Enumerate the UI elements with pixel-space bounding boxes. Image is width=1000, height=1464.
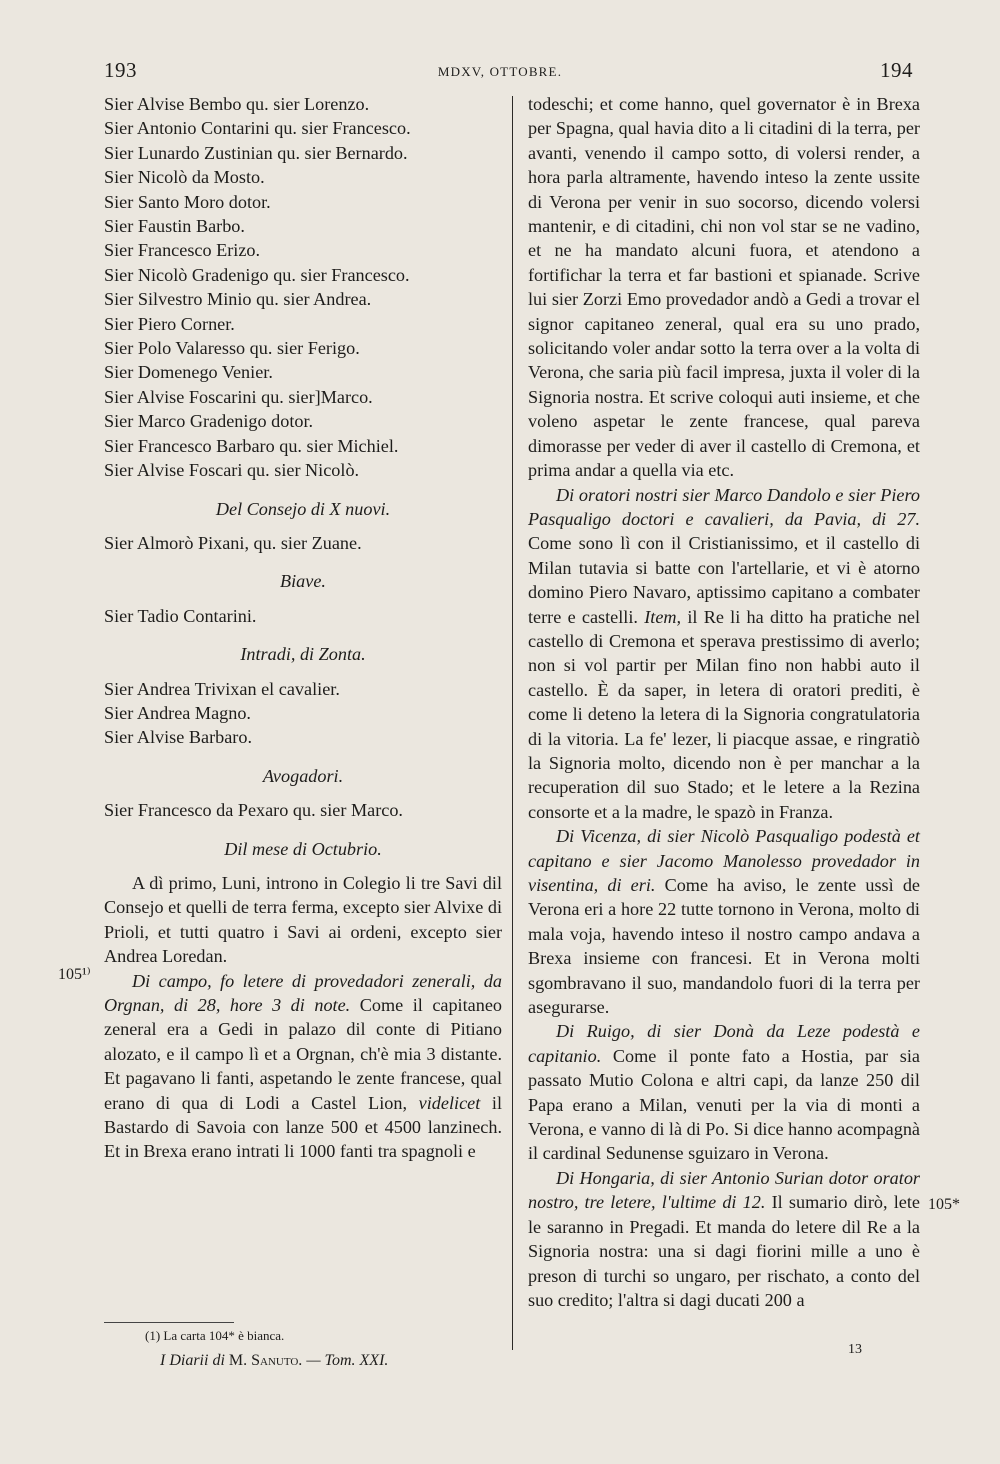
paragraph: Di Hongaria, di sier Antonio Surian dotor orator nostro, tre letere, l'ultime di 12. Il sumario dirò, lete le saranno in Pregadi. Et manda do letere dil Re a la Signoria nostra: una si dagi fiorini mille a uno è preson di turchi so ungaro, per rischato, a conto del suo credito; l'altra si dagi ducati 200 a: [528, 1167, 920, 1310]
column-divider: [512, 96, 513, 1350]
list-item: Sier Tadio Contarini.: [104, 605, 257, 626]
name-list: [104, 92, 502, 483]
list-item: Sier Santo Moro dotor.: [104, 191, 271, 212]
list-item: Sier Francesco Barbaro qu. sier Michiel.: [104, 435, 399, 456]
italic-lead: Di oratori nostri sier Marco Dandolo e sier Piero Pasqualigo doctori e cavalieri, da Pavia, di 27.: [528, 484, 920, 529]
margin-note: 105*: [928, 1196, 960, 1213]
paragraph: Di oratori nostri sier Marco Dandolo e sier Piero Pasqualigo doctori e cavalieri, da Pavia, di 27. Come sono lì con il Cristianissimo, et il castello di Milan tutavia si batte con l'artellarie, et vi è atorno domino Piero Navaro, aptissimo capitano a combater terre e castelli. Item, il Re li ha ditto ha pratiche nel castello di Cremona et sperava prestissimo di averlo; non si vol partir per Milan fino non habbi auto il castello. È da saper, in letera di oratori prediti, è come li deteno la letera di la Signoria congratulatoria di la vitoria. La fe' lezer, li piacque assae, e ringratiò la Signoria molto, dicendo non è per manchar a la recuperation dil suo Stado; et le letere a la Rezina consorte et a la madre, le spazò in Franza.: [528, 484, 920, 822]
section-heading: Intradi, di Zonta.: [240, 644, 366, 665]
page-number-left: 193: [104, 58, 137, 82]
italic-lead: Di Ruigo, di sier Donà da Leze podestà e capitanio.: [528, 1021, 920, 1066]
list-item: Sier Piero Corner.: [104, 313, 235, 334]
footnote-rule: [104, 1322, 234, 1323]
list-item: Sier Domenego Venier.: [104, 362, 273, 383]
list-item: Sier Polo Valaresso qu. sier Ferigo.: [104, 338, 360, 359]
list-item: Sier Andrea Trivixan el cavalier.: [104, 678, 340, 699]
list-item: Sier Lunardo Zustinian qu. sier Bernardo.: [104, 142, 408, 163]
list-item: Sier Nicolò da Mosto.: [104, 167, 265, 188]
list-item: Sier Alvise Barbaro.: [104, 727, 252, 748]
list-item: Sier Silvestro Minio qu. sier Andrea.: [104, 289, 372, 310]
margin-note: 105¹⁾: [58, 966, 91, 983]
section-heading: Del Consejo di X nuovi.: [215, 498, 391, 519]
list-item: Sier Francesco da Pexaro qu. sier Marco.: [104, 800, 403, 821]
paragraph: A dì primo, Luni, introno in Colegio li tre Savi dil Consejo et quelli de terra ferma, excepto sier Alvixe di Prioli, et tutti quatro i Savi ai ordeni, excepto sier Andrea Loredan.: [104, 872, 502, 967]
list-item: Sier Andrea Magno.: [104, 702, 251, 723]
italic-lead: Di campo, fo letere di provedadori zenerali, da Orgnan, di 28, hore 3 di note.: [104, 970, 502, 1015]
paragraph: Di Vicenza, di sier Nicolò Pasqualigo podestà et capitano e sier Jacomo Manolesso provedador in visentina, di eri. Come ha aviso, le zente ussì de Verona eri a hore 22 tutte tornono in Verona, molto di mala voja, havendo inteso il nostro campo andava a Brexa insieme con francesi. Et in Verona molti sgombravano il suo, mandandolo fuori di la terra per asegurarse.: [528, 826, 920, 1018]
list-item: Sier Francesco Erizo.: [104, 240, 261, 261]
footnote: (1) La carta 104* è bianca.: [145, 1328, 285, 1343]
section-heading: Dil mese di Octubrio.: [224, 838, 382, 859]
list-item: Sier Alvise Foscari qu. sier Nicolò.: [104, 460, 360, 481]
list-item: Sier Antonio Contarini qu. sier Francesco.: [104, 118, 411, 139]
running-title: MDXV, OTTOBRE.: [437, 64, 563, 79]
italic-lead: Di Vicenza, di sier Nicolò Pasqualigo podestà et capitano e sier Jacomo Manolesso provedador in visentina, di eri.: [528, 826, 920, 895]
list-item: Sier Alvise Bembo qu. sier Lorenzo.: [104, 94, 370, 114]
right-column: [528, 92, 920, 1312]
section-heading: Biave.: [280, 571, 326, 592]
section-heading: Avogadori.: [262, 765, 344, 786]
list-item: Sier Almorò Pixani, qu. sier Zuane.: [104, 532, 362, 553]
list-item: Sier Faustin Barbo.: [104, 216, 245, 237]
left-column: [104, 92, 502, 1164]
list-item: Sier Nicolò Gradenigo qu. sier Francesco.: [104, 264, 410, 285]
list-item: Sier Alvise Foscarini qu. sier]Marco.: [104, 386, 373, 407]
page-number-right: 194: [880, 58, 913, 82]
signature-mark: 13: [848, 1342, 862, 1357]
page-footer: I Diarii di M. Sanuto. — Tom. XXI.: [160, 1352, 389, 1369]
page-header: [0, 58, 1000, 88]
paragraph: Di Ruigo, di sier Donà da Leze podestà e capitanio. Come il ponte fato a Hostia, par sia passato Mutio Colona e altri capi, da lanze 250 dil Papa erano a Milan, venuti per la via di monti a Verona, e vanno di là di Po. Si dice hanno acompagnà il cardinal Sedunense sguizaro in Verona.: [528, 1021, 920, 1164]
paragraph: todeschi; et come hanno, quel governator è in Brexa per Spagna, qual havia dito a li citadini di la terra, per avanti, venendo il campo sotto, di volersi render, a hora parla altramente, havendo inteso la zente ussite di Verona per venir in suo socorso, dicendo volersi mantenir, e di citadini, chi non vol star se ne vadino, et ne ha mandato alcuni fuora, et atendono a fortifichar la terra et far bastioni et spianade. Scrive lui sier Zorzi Emo provedador andò a Gedi a trovar el signor capitaneo zeneral, qual era su uno prado, solicitando voler andar sotto la terra over a la volta di Verona, che saria più facil impresa, juxta il voler di la Signoria nostra. Et scrive coloqui auti insieme, et che voleno aspetar le zente francese, qual pareva dimorasse per veder di aver il castello di Cremona, et prima andar a quella via etc.: [528, 94, 920, 481]
italic-lead: Di Hongaria, di sier Antonio Surian dotor orator nostro, tre letere, l'ultime di 12.: [528, 1167, 920, 1213]
list-item: Sier Marco Gradenigo dotor.: [104, 411, 314, 432]
paragraph: Di campo, fo letere di provedadori zenerali, da Orgnan, di 28, hore 3 di note. Come il capitaneo zeneral era a Gedi in palazo dil conte di Pitiano alozato, e il campo lì et a Orgnan, ch'è mia 3 distante. Et pagavano li fanti, aspetando le zente francese, qual erano di qua di Lodi a Castel Lion, videlicet il Bastardo di Savoia con lanze 500 et 4500 lanzinech. Et in Brexa erano intrati li 1000 fanti tra spagnoli e: [104, 970, 503, 1162]
